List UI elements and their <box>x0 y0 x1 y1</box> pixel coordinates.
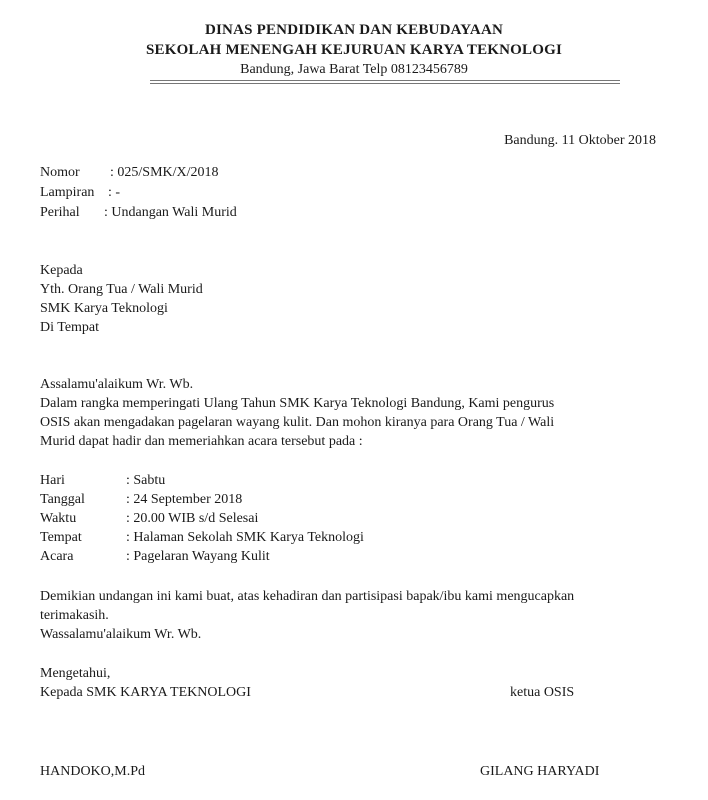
intro-line: OSIS akan mengadakan pagelaran wayang kulit. Dan mohon kiranya para Orang Tua / Wali <box>40 415 555 430</box>
letterhead <box>0 20 708 79</box>
letterhead-divider-top <box>150 80 620 81</box>
recipient-line: Di Tempat <box>40 320 100 335</box>
letterhead-school: SEKOLAH MENENGAH KEJURUAN KARYA TEKNOLOGI <box>145 42 563 58</box>
acknowledged-label: Mengetahui, <box>40 666 111 681</box>
meta-label-nomor: Nomor <box>40 165 80 180</box>
signature-left-name: HANDOKO,M.Pd <box>40 764 146 779</box>
closing-line: Demikian undangan ini kami buat, atas kehadiran dan partisipasi bapak/ibu kami mengucapkan <box>40 589 575 604</box>
closing-greeting: Wassalamu'alaikum Wr. Wb. <box>40 627 202 642</box>
letter-date: Bandung. 11 Oktober 2018 <box>504 133 656 148</box>
signature-right-title: ketua OSIS <box>510 685 575 700</box>
detail-value-waktu: : 20.00 WIB s/d Selesai <box>126 511 259 526</box>
detail-label-waktu: Waktu <box>40 511 77 526</box>
detail-label-acara: Acara <box>40 549 74 564</box>
meta-value-lampiran: : - <box>108 185 121 200</box>
intro-line: Dalam rangka memperingati Ulang Tahun SMK Karya Teknologi Bandung, Kami pengurus <box>40 396 555 411</box>
recipient-line: SMK Karya Teknologi <box>40 301 168 316</box>
meta-label-lampiran: Lampiran <box>40 185 95 200</box>
signature-right-name: GILANG HARYADI <box>480 764 600 779</box>
detail-label-hari: Hari <box>40 473 65 488</box>
detail-value-tempat: : Halaman Sekolah SMK Karya Teknologi <box>126 530 364 545</box>
letterhead-agency: DINAS PENDIDIKAN DAN KEBUDAYAAN <box>204 22 504 38</box>
intro-line: Murid dapat hadir dan memeriahkan acara tersebut pada : <box>40 434 363 449</box>
detail-label-tanggal: Tanggal <box>40 492 85 507</box>
opening-greeting: Assalamu'alaikum Wr. Wb. <box>40 377 194 392</box>
detail-value-hari: : Sabtu <box>126 473 166 488</box>
recipient-line: Yth. Orang Tua / Wali Murid <box>40 282 203 297</box>
letterhead-address: Bandung, Jawa Barat Telp 08123456789 <box>240 62 468 77</box>
recipient-line: Kepada <box>40 263 83 278</box>
meta-value-perihal: : Undangan Wali Murid <box>104 205 237 220</box>
meta-label-perihal: Perihal <box>40 205 80 220</box>
detail-label-tempat: Tempat <box>40 530 82 545</box>
letterhead-divider-bottom <box>150 83 620 84</box>
closing-line: terimakasih. <box>40 608 109 623</box>
detail-value-tanggal: : 24 September 2018 <box>126 492 243 507</box>
detail-value-acara: : Pagelaran Wayang Kulit <box>126 549 270 564</box>
signature-left-title: Kepada SMK KARYA TEKNOLOGI <box>40 685 251 700</box>
meta-value-nomor: : 025/SMK/X/2018 <box>110 165 219 180</box>
